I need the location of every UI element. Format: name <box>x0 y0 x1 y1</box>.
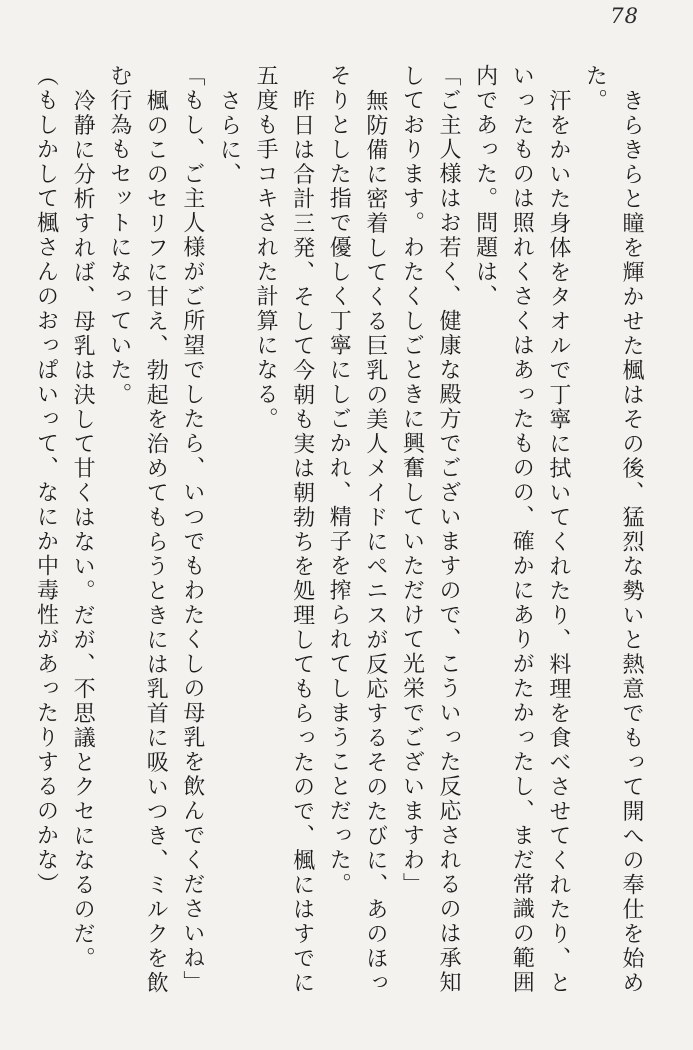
page-number: 78 <box>610 4 639 28</box>
text-column: た。 <box>582 64 608 113</box>
text-column: 「ご主人様はお若く、健康な殿方でございますので、こういった反応されるのは承知 <box>436 64 462 995</box>
text-column: そりとした指で優しく丁寧にしごかれ、精子を搾られてしまうことだった。 <box>326 64 352 897</box>
vertical-text-area <box>25 64 649 1016</box>
text-column: きらきらと瞳を輝かせた楓はその後、猛烈な勢いと熱意でもって開への奉仕を始め <box>619 88 644 995</box>
text-column: 汗をかいた身体をタオルで丁寧に拭いてくれたり、料理を食べさせてくれたり、と <box>545 88 571 995</box>
text-column: む行為もセットになっていた。 <box>106 64 132 407</box>
text-column: 楓のこのセリフに甘え、勃起を治めてもらうときには乳首に吸いつき、ミルクを飲 <box>143 88 169 995</box>
text-column: しております。わたくしごときに興奮していただけて光栄でございますわ」 <box>399 64 425 897</box>
text-column: 昨日は合計三発、そして今朝も実は朝勃ちを処理してもらったので、楓にはすでに <box>289 88 315 995</box>
text-column: 無防備に密着してくる巨乳の美人メイドにペニスが反応するそのたびに、あのほっ <box>362 88 388 995</box>
text-column: 冷静に分析すれば、母乳は決して甘くはない。だが、不思議とクセになるのだ。 <box>70 88 96 971</box>
text-column: さらに、 <box>216 88 242 187</box>
text-column: いったものは照れくさくはあったものの、確かにありがたかったし、まだ常識の範囲 <box>509 64 535 995</box>
text-column: 五度も手コキされた計算になる。 <box>253 64 279 432</box>
text-column: （もしかして楓さんのおっぱいって、なにか中毒性があったりするのかな） <box>33 64 59 897</box>
text-column: 内であった。問題は、 <box>472 64 498 309</box>
text-column: 「もし、ご主人様がご所望でしたら、いつでもわたくしの母乳を飲んでくださいね」 <box>179 64 205 995</box>
